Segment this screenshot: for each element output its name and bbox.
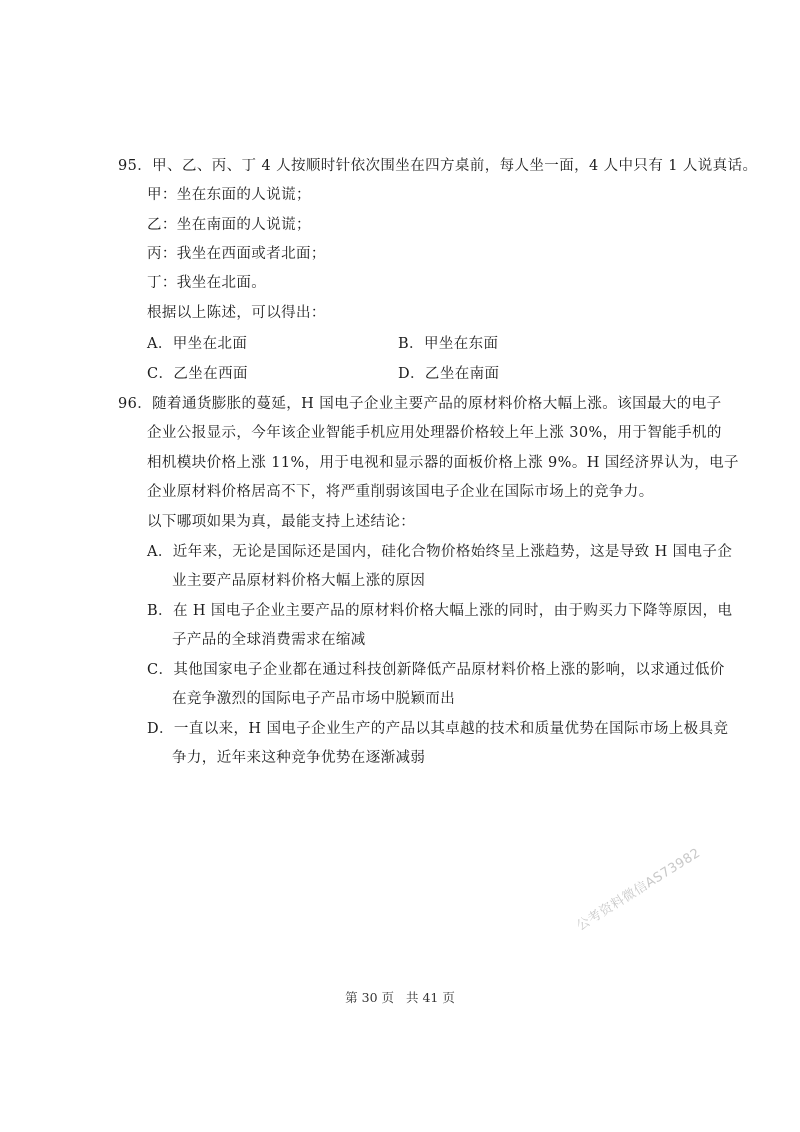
q95-prompt: 根据以上陈述，可以得出： <box>147 305 326 321</box>
q96-stem-line-1: 96．随着通货膨胀的蔓延，H 国电子企业主要产品的原材料价格大幅上涨。该国最大的电子 <box>118 396 722 412</box>
q95-stem: 95．甲、乙、丙、丁 4 人按顺时针依次围坐在四方桌前，每人坐一面，4 人中只有 1 人说真话。 <box>118 158 758 174</box>
q96-option-c-line-1: C．其他国家电子企业都在通过科技创新降低产品原材料价格上涨的影响，以求通过低价 <box>147 662 725 678</box>
q95-statement-2: 乙：坐在南面的人说谎； <box>147 217 311 233</box>
q96-prompt: 以下哪项如果为真，最能支持上述结论： <box>147 514 416 530</box>
q95-statement-4: 丁：我坐在北面。 <box>147 275 267 291</box>
q95-option-c: C．乙坐在西面 <box>147 366 248 382</box>
page-footer <box>0 988 800 1006</box>
q96-stem-line-4: 企业原材料价格居高不下，将严重削弱该国电子企业在国际市场上的竞争力。 <box>147 484 654 500</box>
q96-option-d-line-2: 争力，近年来这种竞争优势在逐渐减弱 <box>172 750 426 766</box>
q96-option-a-line-2: 业主要产品原材料价格大幅上涨的原因 <box>172 573 426 589</box>
q95-option-d: D．乙坐在南面 <box>398 366 500 382</box>
q96-option-c-line-2: 在竞争激烈的国际电子产品市场中脱颖而出 <box>172 691 456 707</box>
q96-option-a-line-1: A．近年来，无论是国际还是国内，硅化合物价格始终呈上涨趋势，这是导致 H 国电子企 <box>147 544 733 560</box>
page-total: 共 41 页 <box>405 990 455 1005</box>
q95-option-b: B．甲坐在东面 <box>398 336 499 352</box>
q95-statement-3: 丙：我坐在西面或者北面； <box>147 246 326 262</box>
q96-option-b-line-1: B．在 H 国电子企业主要产品的原材料价格大幅上涨的同时，由于购买力下降等原因，电 <box>147 603 733 619</box>
q96-stem-line-2: 企业公报显示，今年该企业智能手机应用处理器价格较上年上涨 30%，用于智能手机的 <box>147 425 722 441</box>
q96-option-d-line-1: D．一直以来，H 国电子企业生产的产品以其卓越的技术和质量优势在国际市场上极具竞 <box>147 721 729 737</box>
page-number: 第 30 页 <box>345 990 394 1005</box>
q96-option-b-line-2: 子产品的全球消费需求在缩减 <box>172 632 366 648</box>
watermark: 公考资料微信AS73982 <box>574 845 704 935</box>
q96-stem-line-3: 相机模块价格上涨 11%，用于电视和显示器的面板价格上涨 9%。H 国经济界认为，电子 <box>147 455 739 471</box>
q95-option-a: A．甲坐在北面 <box>147 336 248 352</box>
q95-statement-1: 甲：坐在东面的人说谎； <box>147 187 311 203</box>
